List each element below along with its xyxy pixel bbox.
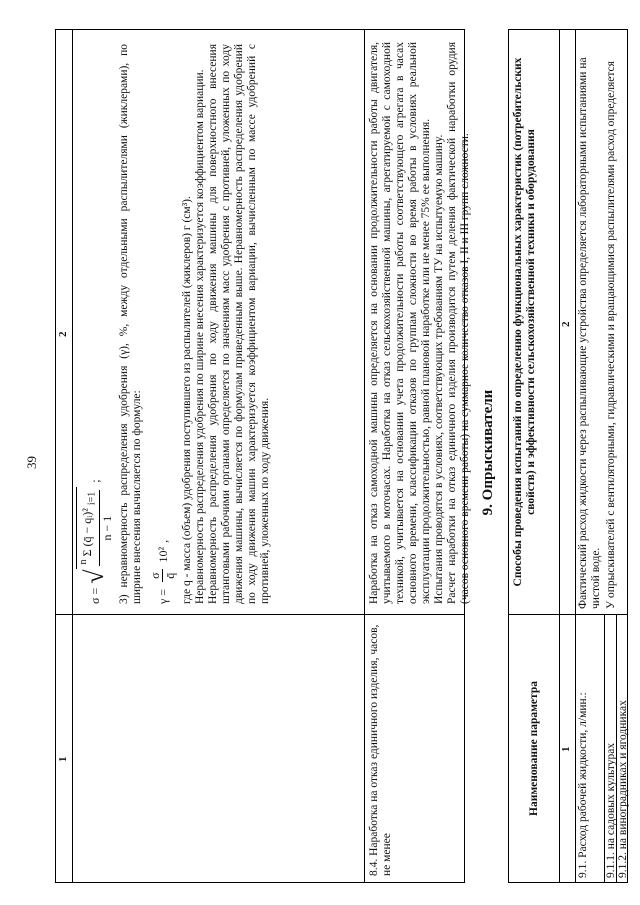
gamma-trailing: , [155, 539, 170, 543]
header-test-methods [512, 32, 538, 612]
table-column-numbers [56, 30, 73, 882]
gamma-numerator: σ [148, 569, 163, 581]
column-number-2: 2 [57, 331, 69, 337]
column-number-1: 1 [560, 746, 572, 752]
sprayers-table [508, 29, 628, 883]
header-parameter-name: Наименование параметра [528, 681, 540, 816]
parameters-table-continued [55, 29, 471, 883]
gamma-lhs: γ = [155, 588, 170, 604]
column-number-2: 2 [560, 321, 572, 327]
paragraph-3: Неравномерность распределения удобрения по ходу движения машины для поверхностного внесения штанговыми рабочими органами определяется по значениям масс удобрения с противней, уложенных по ходу движения машины, вычисляется по формулам приведенным выше. Неравномерность распределения удобрений по ходу движения машин характеризуется коэффициентом вариации, вычисленным по массе удобрений с противней, уложенных по ходу движения. [207, 44, 272, 604]
param-9-1: 9.1. Расход рабочей жидкости, л/мин.: [577, 692, 589, 878]
method-9-1: Фактический расход жидкости через распыливающие устройства определяется лабораторными испытаниями на чистой воде. [577, 57, 602, 609]
gamma-fraction [148, 569, 177, 581]
item-3-text: 3) неравномерность распределения удобрения (γ), %, между отдельными распылителями (жиклерами), по ширине внесения вычисляется по формуле: [118, 44, 144, 604]
gamma-denominator: q̄ [163, 572, 178, 579]
row-divider [575, 30, 576, 882]
header-test-methods-line-2: свойств) и эффективности сельскохозяйственной техники и оборудования [525, 129, 537, 515]
page-number: 39 [24, 456, 39, 469]
method-8-4-paragraph-1: Наработка на отказ самоходной машины определяется на основании продолжительности работы двигателя, учитываемого в моточасах. Наработка на отказ сельскохозяйственной машины, агрегатируемой с самоходной техникой, учитывается на основании учета продолжительности работы соответствующего агрегата в часах основного времени, классификации отказов по группам сложности во время работы в условиях реальной эксплуатации продолжительностью, равной плановой наработке или не менее 75% ее выполнения. [368, 42, 432, 604]
param-8-4: 8.4. Наработка на отказ единичного изделия, часов, не менее [368, 624, 393, 876]
column-divider [56, 614, 464, 615]
row-divider [364, 30, 365, 882]
paragraph-1: где q - масса (объем) удобрения поступившего из распылителей (жиклеров) г (см³). [181, 196, 194, 604]
section-title: 9. Опрыскиватели [480, 389, 496, 516]
square-root: √ $^n$ Σ (q̄ − qᵢ)² $_{i=1}$ n − 1 [76, 487, 114, 584]
sum-upper-limit: n [78, 559, 89, 565]
paragraph-2: Неравномерность распределения удобрения по ширине внесения характеризуется коэффициентом вариации. [194, 69, 207, 604]
method-9-1-1: У опрыскивателей с вентиляторными, гидравлическими и вращающимися распылителями расход определяется [605, 61, 617, 609]
formula-lhs: σ = [88, 587, 103, 604]
method-8-4-paragraph-2: Испытания проводятся в условиях, соответствующих требованиям ТУ на испытуемую машину. [433, 134, 445, 604]
sum-lower-limit: i=1 [86, 491, 98, 506]
param-9-1-2: 9.1.2. на виноградниках и ягодниках [617, 700, 629, 878]
sigma-formula [76, 44, 272, 604]
header-test-methods-line-1: Способы проведения испытаний по определению функциональных характеристик (потребительских [512, 57, 524, 587]
method-8-4 [368, 42, 472, 604]
column-numbers-row [560, 30, 574, 882]
column-number-1: 1 [57, 756, 69, 762]
method-8-4-paragraph-3: Расчет наработки на отказ единичного изделия производится путем деления фактической наработки орудия (часов основного времени работы) на суммарное количество отказов I, II и III групп сложности. [446, 42, 471, 604]
formula-numerator: Σ (q̄ − qᵢ)² [80, 508, 94, 557]
gamma-multiplier: 10² [155, 546, 170, 563]
formula-trailing: ; [88, 479, 103, 483]
param-9-1-1: 9.1.1. на садовых культурах [605, 742, 617, 878]
formula-denominator: n − 1 [100, 515, 115, 541]
